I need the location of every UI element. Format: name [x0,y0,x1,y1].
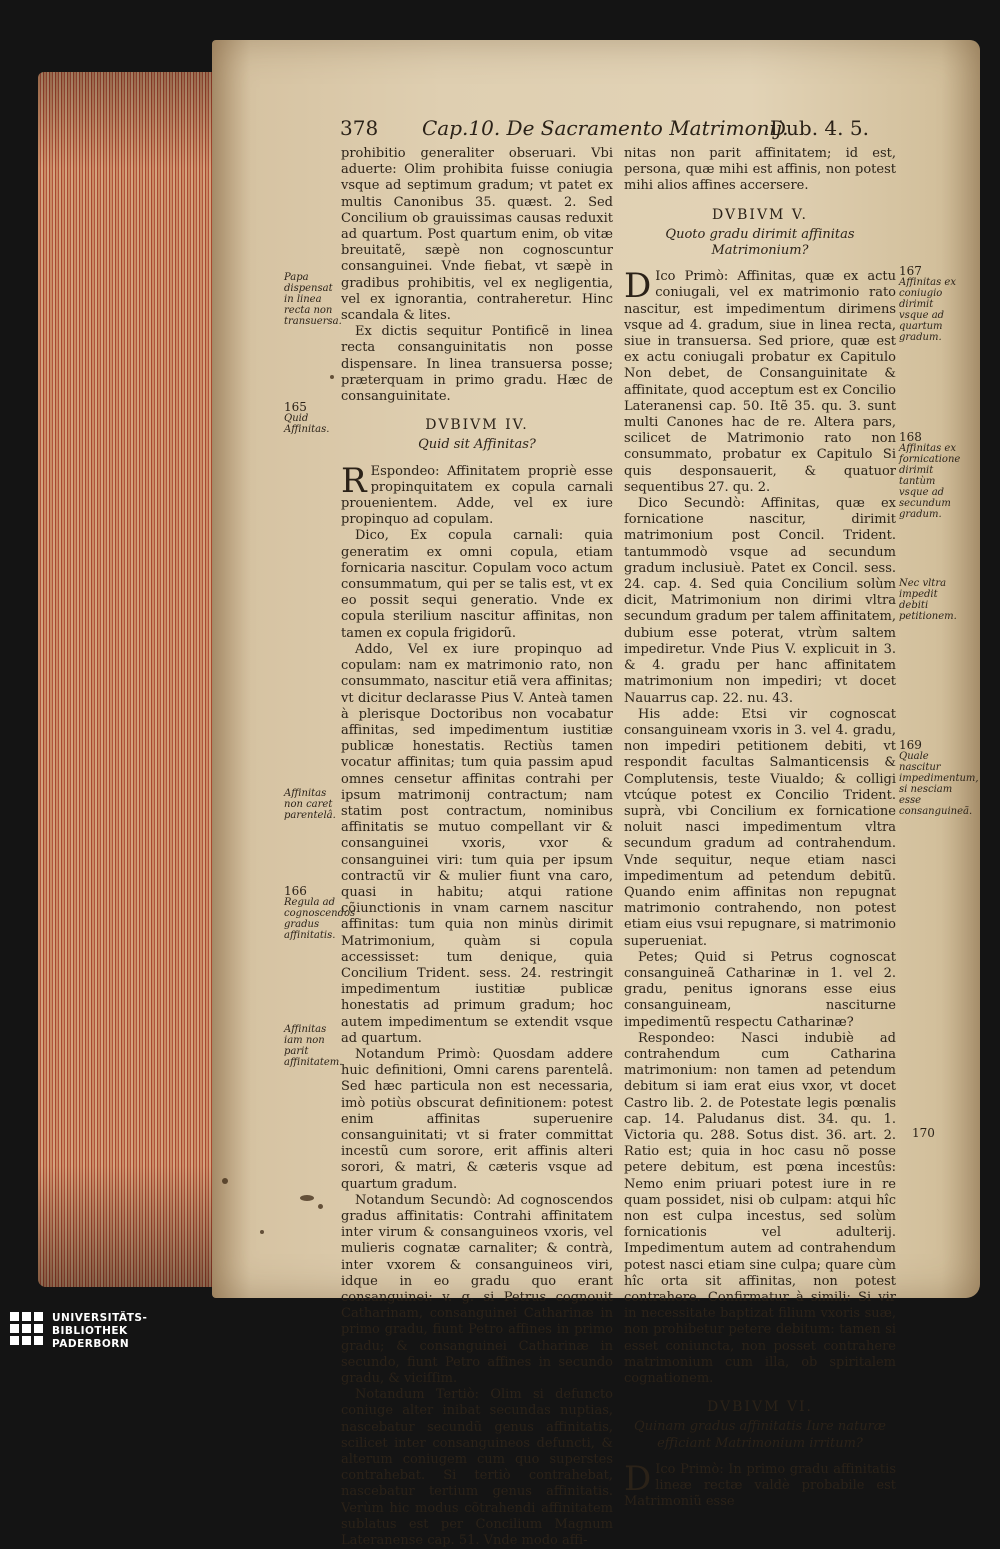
margin-note-text: Affinitas ex fornicatione dirimit tantùm vsque ad secundum gradum. [899,443,961,520]
margin-note-text: Affinitas non caret parentelâ. [284,788,336,821]
ink-stain [318,1204,323,1209]
paragraph: prohibitio generaliter obseruari. Vbi aduerte: Olim prohibita fuisse coniugia vsque ad septimum gradum; vt patet ex multis Canonibus 35. quæst. 2. Sed Concilium ob grauissimas causas reduxit ad quartum. Post quartum enim, ob vitæ breuitatẽ, sæpè non cognoscuntur consanguinei. Vnde fiebat, vt sæpè in gradibus prohibitis, vel ex negligentia, vel ex ignorantia, contraheretur. Hinc scandala & lites. [341,146,613,324]
drop-cap: R [341,460,367,501]
ink-stain [222,1178,228,1184]
margin-number: 166 [284,884,307,898]
paragraph: Espondeo: Affinitatem propriè esse propinquitatem ex copula carnali prouenientem. Adde, vel ex iure propinquo ad copulam. [341,463,613,528]
margin-note [899,432,959,520]
margin-note-text: Papa dispensat in linea recta non transuersa. [284,272,342,327]
margin-note [899,738,979,817]
paragraph: Ico Primò: Affinitas, quæ ex actu coniugali, vel ex matrimonio rato nascitur, est impedimentum dirimens vsque ad 4. gradum, siue in linea recta, siue in transuersa. Sed priore, quæ est ex actu coniugali probatur ex Capitulo Non debet, de Consanguinitate & affinitate, quod acceptum est ex Concilio Lateranensi cap. 50. Itẽ 35. qu. 3. sunt multi Canones hac de re. Altera pars, scilicet de Matrimonio rato non consummato, probatur ex Capitulo Si quis desponsauerit, & quatuor sequentibus 27. qu. 2. [624,269,896,495]
paragraph: Petes; Quid si Petrus cognoscat consanguineã Catharinæ in 1. vel 2. gradu, penitus ignorans esse eius consanguineam, nasciturne impedimentũ respectu Catharinæ? [624,949,896,1030]
page-edges [38,72,224,1287]
margin-note [284,884,356,941]
paragraph: Notandum Secundò: Ad cognoscendos gradus affinitatis: Contrahi affinitatem inter virum & consanguineos vxoris, vel mulieris cognatæ carnaliter; & contrà, inter vxorem & consanguineos viri, idque in eo gradu quo erant consanguinei: v. g. si Petrus cognouit Catharinam, consanguinei Catharinæ in primo gradu, fiunt Petro affines in primo gradu; & consanguinei Catharinæ in secundo, fiunt Petro affines in secundo gradu, & viciſſim. [341,1192,613,1387]
dubium-heading: DVBIVM IV. [425,417,529,434]
margin-note-text: Nec vltra impedit debiti petitionem. [899,578,957,622]
margin-note [284,272,342,327]
margin-note-text: Quale nascitur impedimentum, si nesciam esse consanguineã. [899,751,979,817]
dubium-reference: Dub. 4. 5. [770,116,869,140]
margin-note [284,402,336,435]
logo-line: BIBLIOTHEK [52,1325,128,1337]
margin-note-text: Affinitas iam non parit affinitatem. [284,1024,343,1068]
running-header [340,116,900,140]
paragraph: Notandum Primò: Quosdam addere huic definitioni, Omni carens parentelâ. Sed hæc particula non est necessaria, imò potiùs obscurat definitionem: potest enim affinitas superuenire consanguinitati; vt si frater committat incestũ cum sorore, erit affinis alteri sorori, & matri, & cæteris vsque ad quartum gradum. [341,1046,613,1192]
margin-number: 168 [899,430,922,444]
paragraph: Addo, Vel ex iure propinquo ad copulam: nam ex matrimonio rato, non consummato, nascitur etiã vera affinitas; vt dicitur declarasse Pius V. Anteà tamen à plerisque Doctoribus non vocabatur affinitas, sed impedimentum iustitiæ publicæ honestatis. Rectiùs tamen vocatur affinitas; tum quia passim apud omnes censetur affinitas contrahi per ipsum matrimonij contractum; nam statim post contractum, nominibus affinitatis se mutuo compellant vir & consanguinei vxoris, vxor & consanguinei viri: tum quia per ipsum contractũ vir & mulier fiunt vna caro, quasi in habitu; atqui ratione cõiunctionis in vnam carnem nascitur affinitas: tum quia non minùs dirimit Matrimonium, quàm si copula accessisset: tum denique, quia Concilium Trident. sess. 24. restringit impedimentum iustitiæ publicæ honestatis ad primum gradum; hoc autem impedimentum se extendit vsque ad quartum. [341,641,613,1046]
paragraph: Ex dictis sequitur Pontificẽ in linea recta consanguinitatis non posse dispensare. In linea transuersa posse; præterquam in primo gradu. Hæc de consanguinitate. [341,324,613,405]
ink-stain [260,1230,264,1234]
margin-note [284,788,336,821]
margin-note [899,578,959,622]
chapter-title: Cap.10. De Sacramento Matrimonij. [422,116,789,140]
logo-line: UNIVERSITÄTS- [52,1312,148,1324]
margin-note-text: Quid Affinitas. [284,413,330,435]
paragraph: His adde: Etsi vir cognoscat consanguineam vxoris in 3. vel 4. gradu, non impediri petitionem debiti, vt respondit facultas Salmanticensis & Complutensis, teste Viualdo; & colligi vtcúque potest ex Concilio Trident. suprà, vbi Concilium ex fornicatione noluit nasci impedimentum vltra secundum gradum ad contrahendum. Vnde sequitur, neque etiam nasci impedimentum ad petendum debitũ. Quando enim affinitas non repugnat matrimonio contrahendo, non potest etiam eius vsui repugnare, si matrimonio superueniat. [624,706,896,949]
ink-stain [330,375,334,379]
paragraph: Dico, Ex copula carnali: quia generatim ex omni copula, etiam fornicaria nascitur. Copulam voco actum consummatum, qui per se talis est, vt ex eo possit sequi generatio. Vnde ex copula sterilium nascitur affinitas, non tamen ex copula frigidorũ. [341,528,613,641]
paragraph: Respondeo: Nasci indubiè ad contrahendum cum Catharina matrimonium: non tamen ad petendum debitum si iam erat eius vxor, vt docet Castro lib. 2. de Potestate legis pœnalis cap. 14. Paludanus dist. 34. qu. 1. Victoria qu. 288. Sotus dist. 36. art. 2. Ratio est; quia in hoc casu nõ posse petere debitum, est pœna incestûs: Nemo enim priuari potest iure in re quam possidet, nisi ob culpam: atqui hîc non est culpa incestus, sed solùm fornicationis vel adulterij. Impedimentum autem ad contrahendum potest nasci etiam sine culpa; quare cùm hîc orta sit affinitas, non potest contrahere. Confirmatur à simili: Si vir in necessitate baptizat filium vxoris suæ, non prohibetur petere debitum: tamen si esset coniuncta, non posset contrahere matrimonium cum illa, ob spiritalem cognationem. [624,1030,896,1387]
left-text-column [341,146,613,1549]
dubium-heading: DVBIVM VI. [707,1399,813,1416]
paragraph: Notandum Tertiò: Olim si defuncto coniuge alter inibat secundas nuptias, nascebatur secundũ genus affinitatis, scilicet inter consanguineos defuncti, & alterum coniugem cum quo superstes contrahebat. Si tertiò contrahebat, nascebatur tertium genus affinitatis. Verùm hic modus cõtrahendi affinitatem sublatus est per Concilium Magnum Lateranense cap. 51. Vnde modo affi- [341,1387,613,1549]
dubium-heading: DVBIVM V. [712,206,808,223]
margin-note [284,1024,343,1068]
margin-number: 169 [899,738,922,752]
ink-stain [300,1195,314,1201]
paragraph: nitas non parit affinitatem; id est, persona, quæ mihi est affinis, non potest mihi alios affines accersere. [624,146,896,194]
dubium-question: Quid sit Affinitas? [418,437,536,453]
logo-line: PADERBORN [52,1338,130,1350]
library-logo [6,1310,146,1354]
margin-note-text: Affinitas ex coniugio dirimit vsque ad quartum gradum. [899,277,956,343]
paragraph: Dico Secundò: Affinitas, quæ ex fornicatione nascitur, dirimit matrimonium post Concil. Trident. tantummodò vsque ad secundum gradum inclusiuè. Patet ex Concil. sess. 24. cap. 4. Sed quia Concilium solùm dicit, Matrimonium non dirimi vltra secundum gradum per talem affinitatem, dubium esse poterat, vtrùm saltem impediretur. Vnde Pius V. explicuit in 3. & 4. gradu per hanc affinitatem matrimonium non impediri; vt docet Nauarrus cap. 22. nu. 43. [624,496,896,706]
margin-number: 170 [912,1126,935,1140]
page-number: 378 [340,116,379,140]
dubium-question: Quinam gradus affinitatis Iure naturæ efficiant Matrimonium irritum? [633,1419,887,1451]
margin-note [899,266,959,343]
paragraph: Ico Primò: In primo gradu affinitatis lineæ rectæ valdè probabile est Matrimoniũ esse [624,1461,896,1510]
drop-cap: D [624,266,652,307]
margin-number: 167 [899,264,922,278]
dubium-question: Quoto gradu dirimit affinitas Matrimonium? [665,226,855,259]
margin-number: 165 [284,400,307,414]
margin-note [912,1128,952,1139]
right-text-column [624,146,896,1510]
margin-note-text: Regula ad cognoscendos gradus affinitatis. [284,897,356,941]
drop-cap: D [624,1458,652,1499]
